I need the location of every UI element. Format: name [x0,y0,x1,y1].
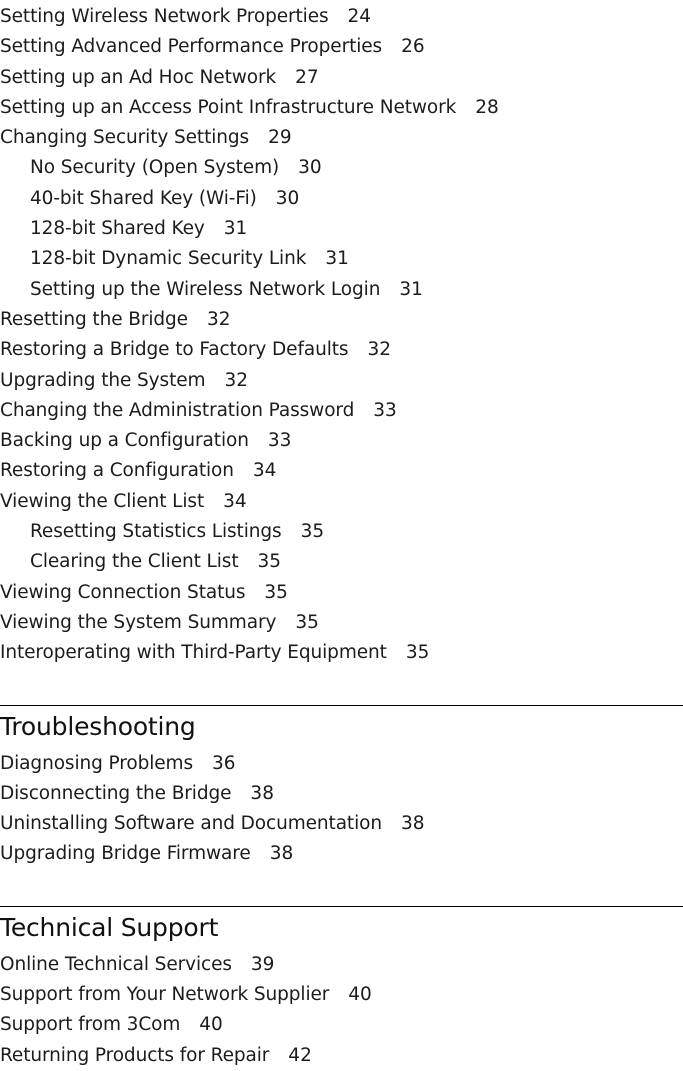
toc-entry-page-number: 26 [401,36,425,58]
toc-entry-page-number: 34 [252,460,277,482]
toc-entry-page-number: 33 [267,430,292,452]
toc-entry-label: Clearing the Client List [30,551,239,573]
toc-entry-page-number: 36 [212,752,236,774]
toc-entry[interactable] [0,93,683,123]
toc-entry[interactable] [0,123,683,153]
section-spacer [0,870,683,906]
toc-entry-page-number: 40 [199,1014,223,1036]
toc-entry-page-number: 33 [373,399,397,421]
toc-entry[interactable] [0,1010,683,1040]
toc-entry-label: Viewing the System Summary [0,611,277,633]
toc-entry-label: 40-bit Shared Key (Wi-Fi) [30,187,257,209]
toc-entry-page-number: 35 [300,521,325,543]
toc-entry[interactable] [0,184,683,214]
toc-entry[interactable] [0,244,683,274]
toc-entry-label: Setting up an Access Point Infrastructure Network [0,96,457,118]
toc-entry-page-number: 29 [268,127,292,149]
toc-section [0,906,683,1071]
toc-entry[interactable] [0,950,683,980]
toc-entry-page-number: 35 [257,551,282,573]
toc-entry-page-number: 32 [206,308,231,330]
toc-entry-label: Interoperating with Third-Party Equipment [0,642,387,664]
toc-entry[interactable] [0,980,683,1010]
toc-entry-label: Online Technical Services [0,953,232,975]
toc-entry[interactable] [0,578,683,608]
toc-entry[interactable] [0,2,683,32]
toc-entry[interactable] [0,608,683,638]
toc-entry-label: Setting up an Ad Hoc Network [0,66,277,88]
toc-entry-page-number: 38 [269,843,294,865]
toc-entry[interactable] [0,839,683,869]
toc-entry-label: Setting Advanced Performance Properties [0,36,383,58]
toc-entry-page-number: 30 [275,187,300,209]
toc-section [0,705,683,870]
toc-entry-label: Diagnosing Problems [0,752,194,774]
toc-entry-page-number: 38 [250,782,274,804]
toc-entry[interactable] [0,487,683,517]
toc-entry-page-number: 42 [288,1044,312,1066]
section-spacer [0,669,683,705]
toc-entry-page-number: 35 [295,611,319,633]
toc-entry-label: Restoring a Configuration [0,460,234,482]
toc-section-entries [0,749,683,870]
section-title[interactable]: Troubleshooting [0,711,196,741]
toc-entry-page-number: 24 [347,6,372,27]
toc-entry[interactable] [0,214,683,244]
toc-entry-page-number: 31 [223,218,248,240]
toc-entry-page-number: 28 [475,96,499,118]
toc-entry-label: Support from Your Network Supplier [0,984,330,1006]
toc-entry[interactable] [0,638,683,668]
toc-section-entries [0,950,683,1071]
toc-entry-page-number: 32 [224,369,248,391]
toc-entry-label: Setting up the Wireless Network Login [30,278,381,300]
toc-entry-label: Support from 3Com [0,1014,181,1036]
toc-entry-label: Backing up a Configuration [0,430,249,452]
toc-entry-label: Resetting Statistics Listings [30,521,282,543]
toc-entry-label: Returning Products for Repair [0,1044,270,1066]
toc-entry[interactable] [0,153,683,183]
toc-entry-label: Viewing Connection Status [0,581,246,603]
toc-entry-page-number: 35 [264,581,288,603]
toc-entry[interactable] [0,32,683,62]
toc-entry-label: 128-bit Shared Key [30,218,205,240]
toc-entry-page-number: 40 [348,984,372,1006]
toc-entry[interactable] [0,335,683,365]
toc-entry-label: Uninstalling Software and Documentation [0,813,382,835]
toc-entry-label: Viewing the Client List [0,490,205,512]
toc-entry[interactable] [0,1041,683,1071]
toc-entry[interactable] [0,809,683,839]
toc-entry[interactable] [0,456,683,486]
toc-entry-page-number: 39 [250,953,275,975]
toc-entry[interactable] [0,426,683,456]
toc-entry[interactable] [0,779,683,809]
toc-entry-page-number: 30 [298,157,322,179]
toc-entry-page-number: 27 [295,66,319,88]
toc-entry-label: Restoring a Bridge to Factory Defaults [0,339,349,361]
section-title[interactable]: Technical Support [0,912,219,942]
toc-entry-label: Resetting the Bridge [0,308,188,330]
toc-entry-page-number: 38 [400,813,425,835]
toc-entry-label: Upgrading Bridge Firmware [0,843,251,865]
toc-entry-label: Disconnecting the Bridge [0,782,232,804]
toc-entry[interactable] [0,366,683,396]
toc-entry-label: Changing the Administration Password [0,399,355,421]
toc-entry-label: No Security (Open System) [30,157,280,179]
toc-entry-label: 128-bit Dynamic Security Link [30,248,307,270]
toc-sections [0,669,683,1071]
toc-entry[interactable] [0,63,683,93]
toc-entry-page-number: 31 [399,278,423,300]
toc-entry[interactable] [0,396,683,426]
toc-entry-label: Changing Security Settings [0,127,250,149]
toc-entry-page-number: 32 [367,339,392,361]
toc-entry-page-number: 31 [325,248,349,270]
toc-entry-page-number: 35 [405,642,430,664]
toc-entry[interactable] [0,305,683,335]
toc-entry[interactable] [0,547,683,577]
toc-entry-label: Setting Wireless Network Properties [0,6,329,27]
toc-entry-label: Upgrading the System [0,369,206,391]
toc-entry[interactable] [0,275,683,305]
toc-entry[interactable] [0,517,683,547]
toc-entry-page-number: 34 [223,490,247,512]
toc-entry[interactable] [0,749,683,779]
